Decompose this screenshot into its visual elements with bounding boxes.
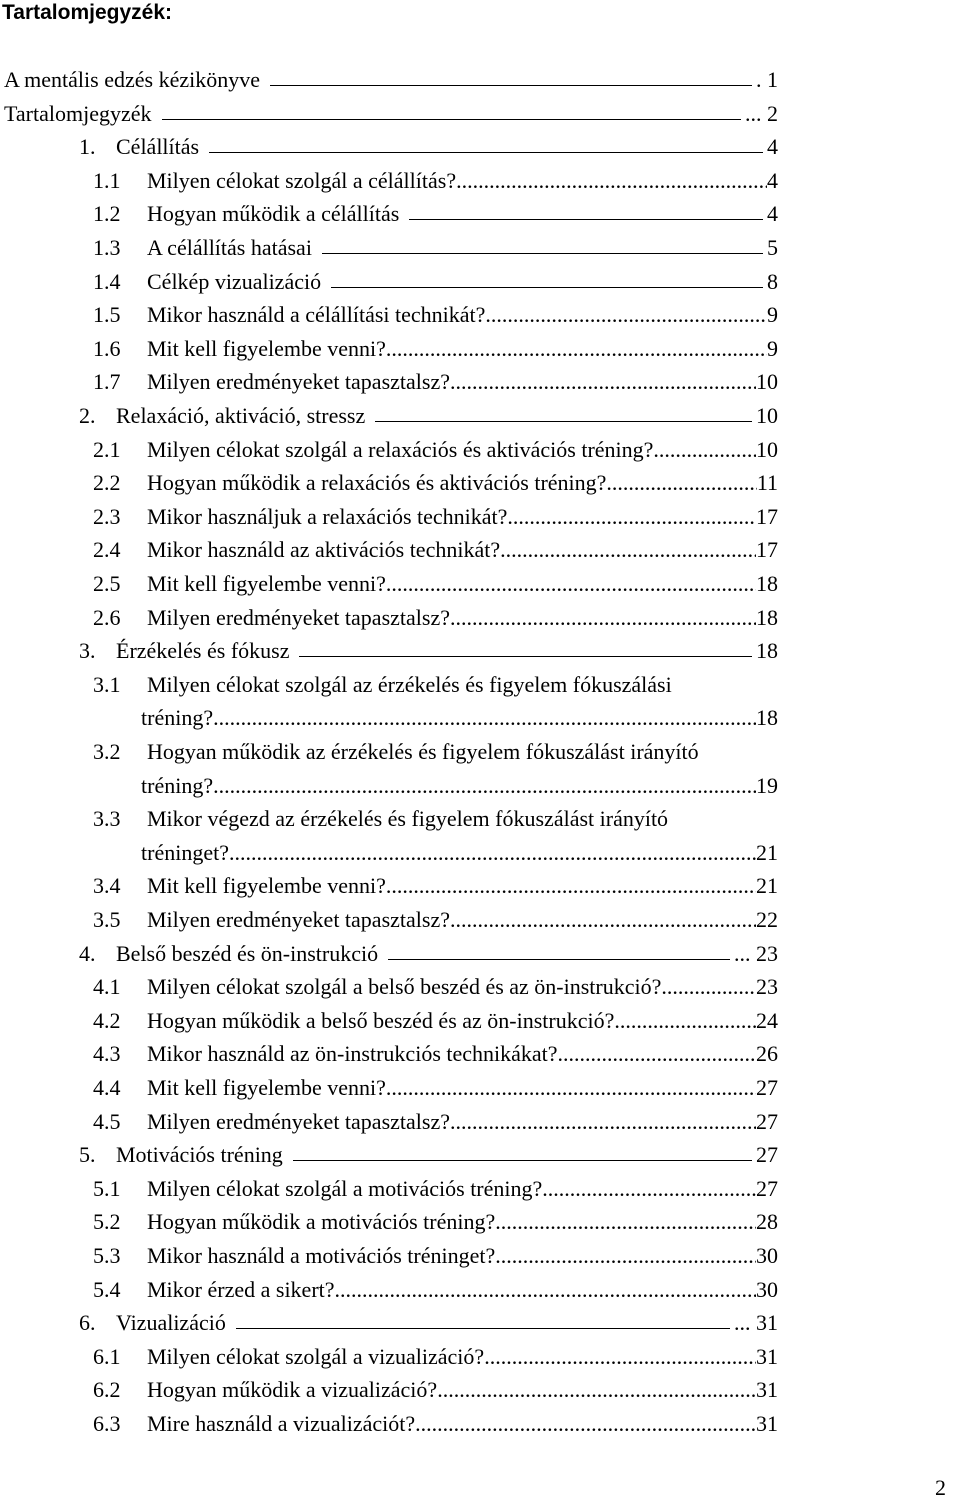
toc-leader — [485, 301, 767, 329]
toc-entry-page: 27 — [756, 1176, 778, 1201]
toc-leader — [614, 1007, 756, 1035]
toc-entry[interactable] — [0, 402, 800, 430]
toc-entry[interactable] — [0, 872, 800, 900]
toc-entry-title: Milyen eredményeket tapasztalsz? — [147, 369, 450, 394]
toc-entry-page: 10 — [756, 369, 778, 394]
toc-entry-page: 4 — [767, 168, 778, 193]
toc-entry-number: 2.1 — [93, 437, 121, 462]
toc-entry-page: ... 31 — [734, 1310, 778, 1335]
toc-entry-title: Motivációs tréning — [116, 1142, 283, 1167]
toc-entry[interactable] — [0, 1007, 800, 1035]
toc-entry-number: 3.5 — [93, 907, 121, 932]
toc-entry[interactable] — [0, 536, 800, 564]
toc-entry[interactable] — [0, 503, 800, 531]
toc-entry[interactable] — [0, 1175, 800, 1203]
toc-entry-page: 18 — [756, 571, 778, 596]
toc-leader — [331, 268, 763, 288]
toc-entry-title: Hogyan működik a relaxációs és aktivációs tréning? — [147, 470, 607, 495]
toc-entry[interactable] — [0, 570, 800, 598]
toc-entry[interactable] — [0, 100, 800, 128]
toc-entry-number: 2.6 — [93, 605, 121, 630]
toc-leader — [558, 1040, 756, 1068]
toc-entry[interactable] — [0, 335, 800, 363]
toc-entry-page: 21 — [756, 873, 778, 898]
toc-entry-number: 5.1 — [93, 1176, 121, 1201]
toc-entry[interactable] — [0, 1309, 800, 1337]
toc-entry-number: 3.1 — [93, 672, 121, 697]
toc-entry-title: Milyen eredményeket tapasztalsz? — [147, 1109, 450, 1134]
toc-entry-title: Mit kell figyelembe venni? — [147, 571, 386, 596]
toc-entry-title: Hogyan működik a motivációs tréning? — [147, 1209, 496, 1234]
toc-entry-page: 17 — [756, 504, 778, 529]
toc-entry-page: 19 — [756, 773, 778, 798]
toc-entry-title: Célállítás — [116, 134, 200, 159]
toc-entry[interactable] — [0, 637, 800, 665]
toc-entry-page: 27 — [756, 1109, 778, 1134]
toc-entry[interactable] — [0, 604, 800, 632]
page-number: 2 — [935, 1475, 946, 1500]
toc-entry-title: tréninget? — [141, 840, 229, 865]
toc-entry-page: ... 2 — [745, 101, 778, 126]
toc-entry-number: 2.4 — [93, 537, 121, 562]
toc-entry[interactable] — [0, 200, 800, 228]
toc-entry[interactable] — [0, 1410, 800, 1438]
toc-entry-page: 22 — [756, 907, 778, 932]
toc-entry-page: 17 — [756, 537, 778, 562]
toc-entry-number: 1.6 — [93, 336, 121, 361]
toc-entry-title: Hogyan működik a belső beszéd és az ön-instrukció? — [147, 1008, 615, 1033]
toc-entry-page: 9 — [767, 336, 778, 361]
toc-entry[interactable] — [0, 738, 800, 766]
toc-entry-page: 28 — [756, 1209, 778, 1234]
toc-entry-number: 2.2 — [93, 470, 121, 495]
toc-entry-title: Célkép vizualizáció — [147, 269, 322, 294]
toc-leader — [375, 402, 752, 422]
toc-entry-number: 2.3 — [93, 504, 121, 529]
toc-entry-number: 1.7 — [93, 369, 121, 394]
toc-entry-title: Mikor használjuk a relaxációs technikát? — [147, 504, 508, 529]
toc-entry[interactable] — [0, 1208, 800, 1236]
toc-entry-number: 1.2 — [93, 201, 121, 226]
toc-entry-title: Mit kell figyelembe venni? — [147, 336, 386, 361]
toc-leader — [299, 637, 752, 657]
toc-entry-number: 6.1 — [93, 1344, 121, 1369]
toc-entry-page: 31 — [756, 1344, 778, 1369]
toc-entry-page: 11 — [756, 470, 778, 495]
toc-entry-title: Milyen célokat szolgál a belső beszéd és az ön-instrukció? — [147, 974, 662, 999]
toc-leader — [409, 200, 763, 220]
toc-entry-number: 4.1 — [93, 974, 121, 999]
toc-entry-number: 4.4 — [93, 1075, 121, 1100]
toc-entry-page: 18 — [756, 605, 778, 630]
toc-leader — [450, 906, 756, 934]
toc-leader — [542, 1175, 756, 1203]
toc-entry-page: 18 — [756, 638, 778, 663]
toc-entry-title: Milyen eredményeket tapasztalsz? — [147, 605, 450, 630]
toc-entry[interactable] — [0, 1343, 800, 1371]
toc-entry[interactable] — [0, 1141, 800, 1169]
toc-entry-title: Milyen célokat szolgál a relaxációs és aktivációs tréning? — [147, 437, 654, 462]
toc-entry-number: 4.2 — [93, 1008, 121, 1033]
toc-entry-page: 30 — [756, 1277, 778, 1302]
toc-leader — [437, 1376, 756, 1404]
toc-leader — [293, 1141, 752, 1161]
toc-entry[interactable] — [0, 66, 800, 94]
toc-entry-title: Vizualizáció — [116, 1310, 226, 1335]
toc-entry-title: Mikor használd a célállítási technikát? — [147, 302, 486, 327]
toc-entry-title: A mentális edzés kézikönyve — [4, 67, 260, 92]
toc-entry[interactable] — [0, 368, 800, 396]
toc-entry-number: 2. — [79, 403, 96, 428]
toc-entry-title: Belső beszéd és ön-instrukció — [116, 941, 379, 966]
toc-leader — [213, 704, 756, 732]
toc-leader — [386, 335, 767, 363]
toc-entry[interactable] — [0, 436, 800, 464]
toc-entry[interactable] — [0, 1376, 800, 1404]
toc-leader — [335, 1276, 756, 1304]
toc-leader — [653, 436, 756, 464]
toc-entry-page: 10 — [756, 403, 778, 428]
toc-leader — [450, 1108, 756, 1136]
toc-leader — [484, 1343, 756, 1371]
toc-leader — [456, 167, 767, 195]
toc-leader — [661, 973, 756, 1001]
toc-entry-title: Mikor használd az aktivációs technikát? — [147, 537, 501, 562]
toc-leader — [495, 1208, 756, 1236]
toc-entry-title: Milyen eredményeket tapasztalsz? — [147, 907, 450, 932]
toc-entry-page: 31 — [756, 1377, 778, 1402]
toc-entry[interactable] — [0, 234, 800, 262]
toc-leader — [386, 1074, 756, 1102]
toc-entry-page: 9 — [767, 302, 778, 327]
toc-entry[interactable] — [0, 1074, 800, 1102]
toc-entry-page: 5 — [767, 235, 778, 260]
toc-entry[interactable] — [0, 167, 800, 195]
toc-leader — [500, 536, 756, 564]
toc-leader — [386, 570, 756, 598]
toc-entry[interactable] — [0, 301, 800, 329]
toc-entry-page: 10 — [756, 437, 778, 462]
toc-entry-page: 24 — [756, 1008, 778, 1033]
toc-entry-title: Mit kell figyelembe venni? — [147, 873, 386, 898]
toc-entry-number: 4.3 — [93, 1041, 121, 1066]
toc-entry-number: 4.5 — [93, 1109, 121, 1134]
toc-entry-page: . 1 — [756, 67, 778, 92]
toc-entry-title: Mikor használd az ön-instrukciós technikákat? — [147, 1041, 558, 1066]
toc-leader — [236, 1309, 730, 1329]
toc-entry-number: 6.2 — [93, 1377, 121, 1402]
toc-entry[interactable] — [0, 772, 800, 800]
toc-entry[interactable] — [0, 906, 800, 934]
toc-entry-page: 21 — [756, 840, 778, 865]
toc-entry-page: 4 — [767, 201, 778, 226]
toc-leader — [162, 100, 741, 120]
toc-entry-title: Milyen célokat szolgál az érzékelés és figyelem fókuszálási — [147, 672, 672, 697]
toc-entry-number: 4. — [79, 941, 96, 966]
toc-entry[interactable] — [0, 268, 800, 296]
toc-entry-page: 8 — [767, 269, 778, 294]
toc-entry-number: 3.4 — [93, 873, 121, 898]
toc-entry-page: 31 — [756, 1411, 778, 1436]
toc-entry-number: 1.1 — [93, 168, 121, 193]
toc-entry-title: Mit kell figyelembe venni? — [147, 1075, 386, 1100]
toc-entry-number: 3. — [79, 638, 96, 663]
toc-entry-title: tréning? — [141, 705, 214, 730]
toc-entry[interactable] — [0, 973, 800, 1001]
toc-entry[interactable] — [0, 839, 800, 867]
toc-entry-number: 1. — [79, 134, 96, 159]
toc-entry[interactable] — [0, 133, 800, 161]
toc-entry-number: 3.3 — [93, 806, 121, 831]
toc-entry[interactable] — [0, 1040, 800, 1068]
toc-entry-title: Milyen célokat szolgál a célállítás? — [147, 168, 457, 193]
toc-leader — [507, 503, 756, 531]
toc-leader — [450, 368, 756, 396]
toc-leader — [229, 839, 756, 867]
toc-leader — [270, 66, 752, 86]
toc-entry[interactable] — [0, 1242, 800, 1270]
toc-entry-title: Hogyan működik az érzékelés és figyelem fókuszálást irányító — [147, 739, 699, 764]
toc-leader — [495, 1242, 756, 1270]
toc-leader — [388, 940, 730, 960]
toc-entry[interactable] — [0, 671, 800, 699]
toc-entry-page: 30 — [756, 1243, 778, 1268]
toc-leader — [386, 872, 756, 900]
toc-entry-title: Mikor érzed a sikert? — [147, 1277, 335, 1302]
toc-entry[interactable] — [0, 1108, 800, 1136]
toc-entry-title: Tartalomjegyzék — [4, 101, 152, 126]
toc-entry-page: 23 — [756, 974, 778, 999]
toc-entry-number: 5.3 — [93, 1243, 121, 1268]
toc-leader — [213, 772, 756, 800]
toc-entry-page: 18 — [756, 705, 778, 730]
toc-entry[interactable] — [0, 469, 800, 497]
toc-entry-number: 6.3 — [93, 1411, 121, 1436]
toc-entry-title: A célállítás hatásai — [147, 235, 312, 260]
toc-entry[interactable] — [0, 704, 800, 732]
toc-entry-title: Milyen célokat szolgál a motivációs tréning? — [147, 1176, 543, 1201]
toc-leader — [450, 604, 756, 632]
toc-entry-page: 26 — [756, 1041, 778, 1066]
toc-entry-title: Hogyan működik a vizualizáció? — [147, 1377, 438, 1402]
toc-entry-number: 1.5 — [93, 302, 121, 327]
toc-entry-page: 27 — [756, 1142, 778, 1167]
toc-entry-number: 2.5 — [93, 571, 121, 596]
toc-entry-page: 27 — [756, 1075, 778, 1100]
toc-entry-title: tréning? — [141, 773, 214, 798]
toc-entry-number: 5. — [79, 1142, 96, 1167]
toc-entry[interactable] — [0, 1276, 800, 1304]
toc-entry-number: 5.2 — [93, 1209, 121, 1234]
toc-entry-number: 5.4 — [93, 1277, 121, 1302]
toc-entry-number: 1.4 — [93, 269, 121, 294]
toc-entry-page: 4 — [767, 134, 778, 159]
toc-leader — [606, 469, 756, 497]
toc-leader — [209, 133, 763, 153]
toc-entry-title: Mire használd a vizualizációt? — [147, 1411, 416, 1436]
toc-entry-title: Mikor használd a motivációs tréninget? — [147, 1243, 496, 1268]
toc-entry-title: Milyen célokat szolgál a vizualizáció? — [147, 1344, 485, 1369]
toc-leader — [322, 234, 763, 254]
toc-leader — [415, 1410, 756, 1438]
toc-entry[interactable] — [0, 940, 800, 968]
page-title: Tartalomjegyzék: — [2, 1, 172, 24]
toc-entry-title: Hogyan működik a célállítás — [147, 201, 400, 226]
toc-entry-title: Relaxáció, aktiváció, stressz — [116, 403, 366, 428]
toc-entry-title: Érzékelés és fókusz — [116, 638, 290, 663]
toc-entry-title: Mikor végezd az érzékelés és figyelem fókuszálást irányító — [147, 806, 669, 831]
toc-entry-number: 6. — [79, 1310, 96, 1335]
toc-entry-number: 3.2 — [93, 739, 121, 764]
toc-entry-number: 1.3 — [93, 235, 121, 260]
toc-entry[interactable] — [0, 805, 800, 833]
toc-entry-page: ... 23 — [734, 941, 778, 966]
